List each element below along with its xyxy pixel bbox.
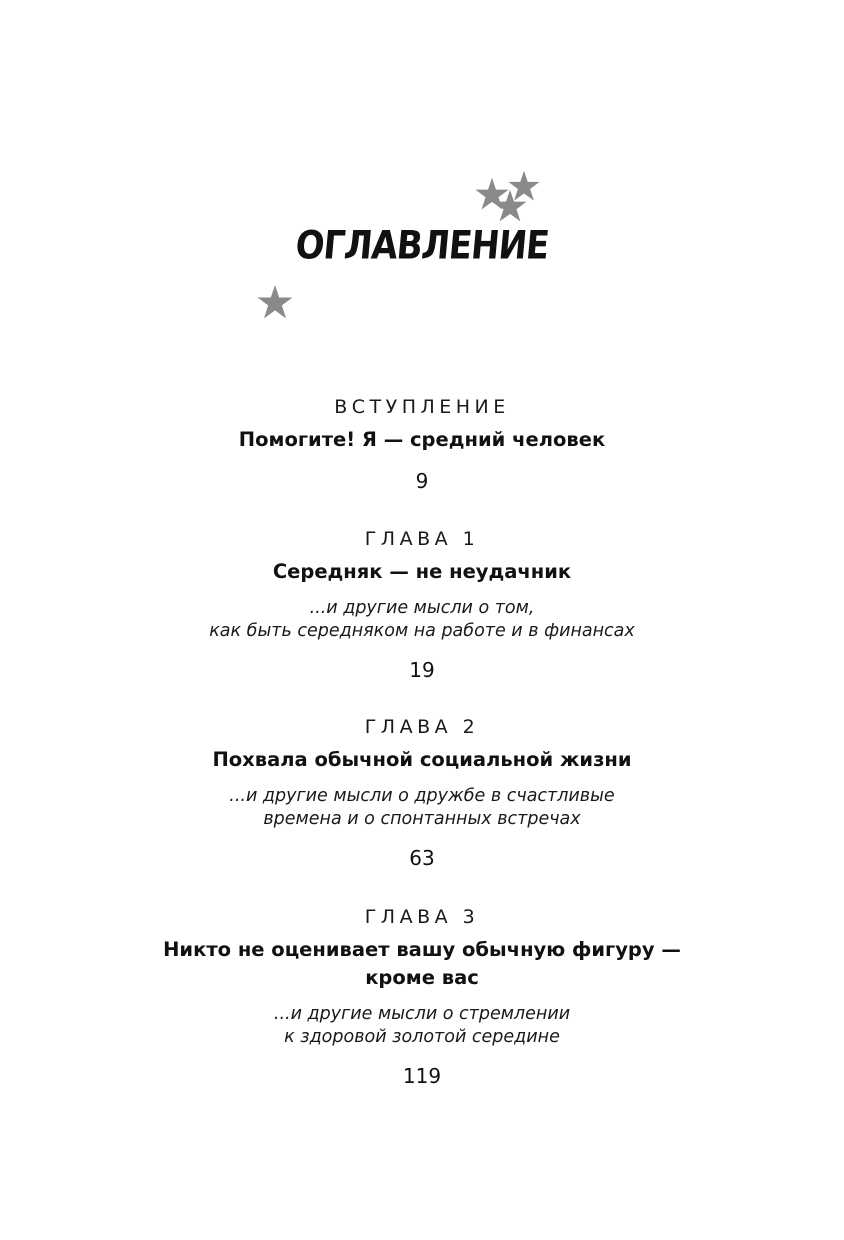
entry-label: ВСТУПЛЕНИЕ <box>334 396 510 418</box>
toc-entry-chapter-1 <box>0 526 844 683</box>
entry-title-line: Похвала обычной социальной жизни <box>212 748 632 771</box>
toc-entry-introduction <box>0 394 844 494</box>
entry-label: ГЛАВА 2 <box>364 716 480 738</box>
entry-title <box>0 936 844 992</box>
entry-title <box>0 426 844 454</box>
entry-title <box>0 558 844 586</box>
entry-description <box>0 1003 844 1049</box>
entry-title <box>0 746 844 774</box>
toc-entry-chapter-2 <box>0 714 844 871</box>
entry-label: ГЛАВА 3 <box>364 906 480 928</box>
entry-description-line: к здоровой золотой середине <box>284 1027 560 1047</box>
toc-entry-chapter-3 <box>0 904 844 1089</box>
star-icon <box>256 283 294 321</box>
star-icon <box>492 188 528 224</box>
entry-description-line: ...и другие мысли о стремлении <box>273 1004 571 1024</box>
entry-description-line: ...и другие мысли о том, <box>309 598 535 618</box>
entry-title-line: Никто не оценивает вашу обычную фигуру — <box>163 938 681 961</box>
entry-description-line: времена и о спонтанных встречах <box>263 809 581 829</box>
entry-title-line: Помогите! Я — средний человек <box>238 428 606 451</box>
page-title: ОГЛАВЛЕНИЕ <box>293 223 551 269</box>
entry-description-line: как быть середняком на работе и в финансах <box>209 621 635 641</box>
entry-page-number: 19 <box>409 658 435 682</box>
entry-label: ГЛАВА 1 <box>364 528 480 550</box>
entry-description <box>0 597 844 643</box>
entry-title-line: кроме вас <box>365 966 479 989</box>
entry-description <box>0 785 844 831</box>
entry-description-line: ...и другие мысли о дружбе в счастливые <box>229 786 615 806</box>
entry-title-line: Середняк — не неудачник <box>272 560 572 583</box>
entry-page-number: 9 <box>415 469 429 493</box>
entry-page-number: 119 <box>402 1064 442 1088</box>
entry-page-number: 63 <box>409 846 435 870</box>
